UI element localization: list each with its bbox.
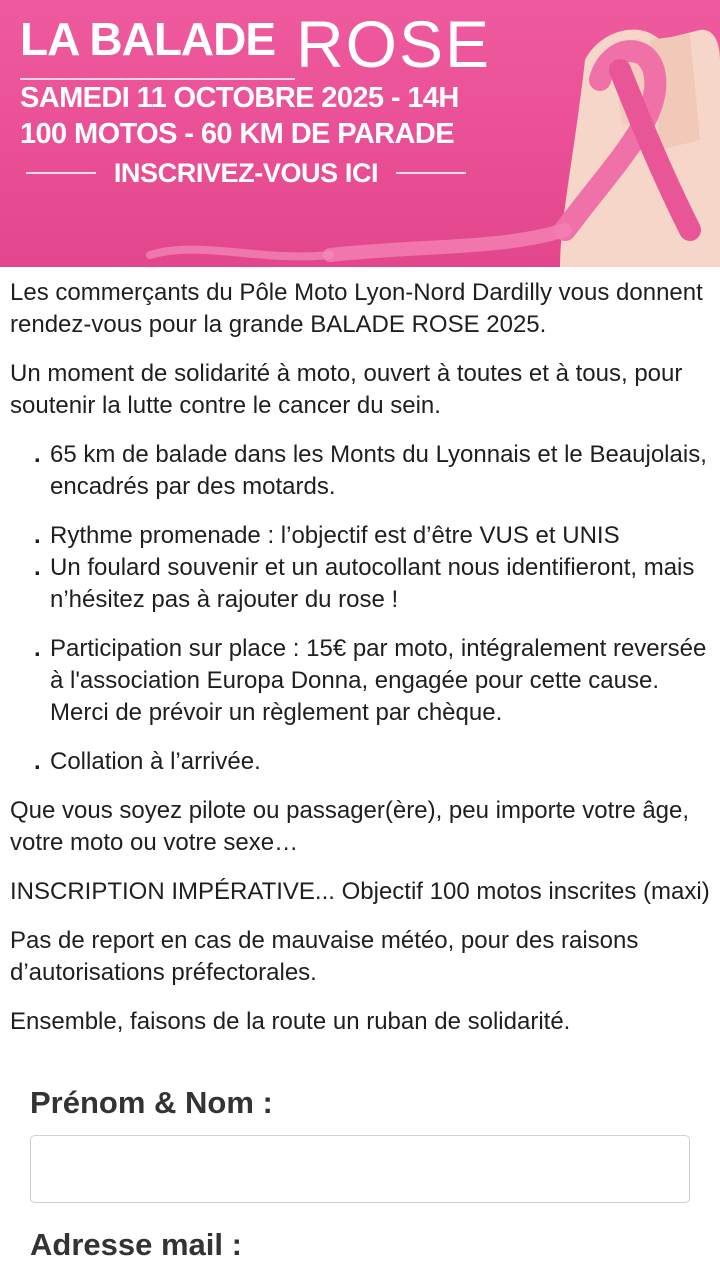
banner-title-bold: LA BALADE (20, 13, 276, 65)
list-item: . Participation sur place : 15€ par moto, intégralement reversée à l'association Europa Donna, engagée pour cette cause. Merci de prévoir un règlement par chèque. (34, 633, 710, 729)
banner-title (20, 7, 520, 81)
register-here-label: INSCRIVEZ-VOUS ICI (113, 157, 379, 188)
list-item: . Rythme promenade : l’objectif est d’être VUS et UNIS (34, 520, 710, 552)
registration-form (0, 1055, 720, 1263)
event-description (0, 267, 720, 1038)
outro-paragraph: INSCRIPTION IMPÉRATIVE... Objectif 100 motos inscrites (maxi) (10, 878, 710, 905)
divider (26, 172, 96, 174)
email-field-label: Adresse mail : (30, 1227, 242, 1262)
list-item: . Un foulard souvenir et un autocollant nous identifieront, mais n’hésitez pas à rajouter du rose ! (34, 552, 710, 616)
list-item: . Collation à l’arrivée. (34, 746, 710, 778)
outro-paragraph: Ensemble, faisons de la route un ruban de solidarité. (10, 1008, 571, 1035)
banner-title-thin: ROSE (296, 7, 492, 81)
name-field-label: Prénom & Nom : (30, 1085, 273, 1120)
outro-paragraph: Que vous soyez pilote ou passager(ère), peu importe votre âge, votre moto ou votre sexe… (10, 797, 690, 856)
intro-paragraph: Un moment de solidarité à moto, ouvert à toutes et à tous, pour soutenir la lutte contre le cancer du sein. (10, 360, 683, 419)
divider (396, 172, 466, 174)
event-banner[interactable] (0, 0, 720, 267)
list-item: . 65 km de balade dans les Monts du Lyonnais et le Beaujolais, encadrés par des motards. (34, 439, 710, 503)
intro-paragraph: Les commerçants du Pôle Moto Lyon-Nord Dardilly vous donnent rendez-vous pour la grande BALADE ROSE 2025. (10, 279, 703, 338)
banner-date-line: SAMEDI 11 OCTOBRE 2025 - 14H (20, 82, 459, 114)
banner-parade-line: 100 MOTOS - 60 KM DE PARADE (20, 118, 454, 150)
divider (20, 78, 295, 80)
details-list (10, 439, 710, 778)
outro-paragraph: Pas de report en cas de mauvaise météo, pour des raisons d’autorisations préfectorales. (10, 927, 639, 986)
register-here-cta[interactable] (26, 155, 466, 191)
name-field[interactable] (30, 1135, 690, 1203)
